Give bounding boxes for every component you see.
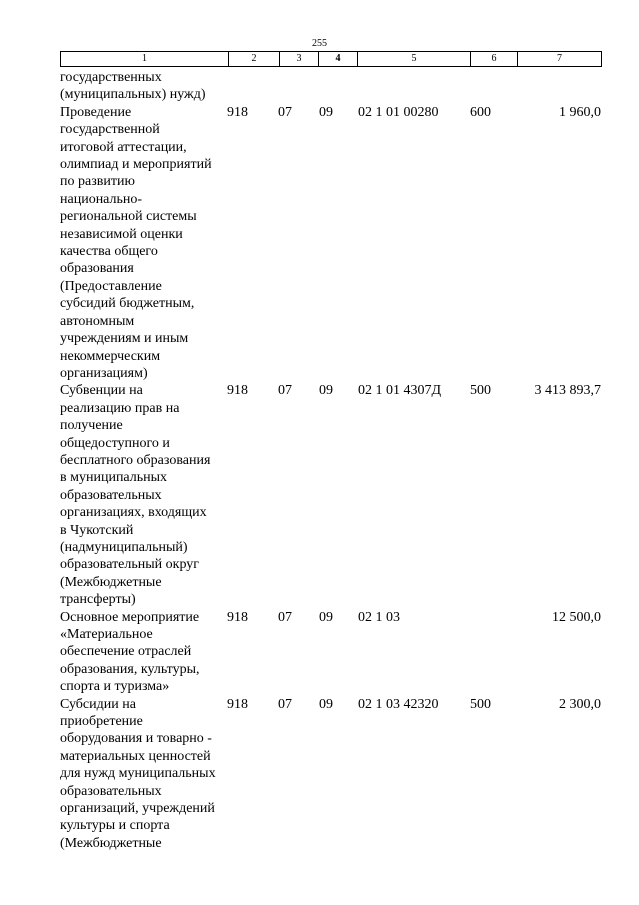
target-article-cell: 02 1 03 — [358, 609, 400, 625]
column-header-7: 7 — [518, 52, 602, 67]
row-name-line: некоммерческим — [60, 348, 161, 364]
row-name-line: культуры и спорта — [60, 818, 170, 834]
row-name — [60, 609, 235, 696]
column-header-5: 5 — [358, 52, 471, 67]
expense-type-cell: 500 — [470, 383, 491, 399]
row-name-line: (муниципальных) нужд) — [60, 87, 206, 103]
row-name-line: независимой оценки — [60, 226, 183, 242]
row-name-line: образовательный округ — [60, 557, 200, 573]
column-header-6: 6 — [471, 52, 518, 67]
subsection-code-cell: 09 — [319, 609, 333, 625]
admin-code-cell: 918 — [227, 383, 248, 399]
row-name-line: качества общего — [60, 244, 158, 260]
target-article-cell: 02 1 03 42320 — [358, 696, 439, 712]
column-header-table — [60, 51, 602, 67]
row-name-line: трансферты) — [60, 592, 136, 608]
row-name-line: материальных ценностей — [60, 748, 211, 764]
row-name-line: организациях, входящих — [60, 505, 207, 521]
row-name-line: реализацию прав на — [60, 400, 180, 416]
row-name-line: обеспечение отраслей — [60, 644, 192, 660]
column-header-2: 2 — [229, 52, 280, 67]
column-header-4: 4 — [319, 52, 358, 67]
row-name-line: образовательных — [60, 487, 162, 503]
row-name-line: национально- — [60, 191, 143, 207]
table-row — [60, 382, 605, 608]
section-code-cell: 07 — [278, 696, 292, 712]
row-name-line: оборудования и товарно - — [60, 731, 212, 747]
row-name-line: олимпиад и мероприятий — [60, 157, 212, 173]
section-code-cell: 07 — [278, 104, 292, 120]
row-name-line: Проведение — [60, 104, 132, 120]
row-name-line: (надмуниципальный) — [60, 539, 188, 555]
section-code-cell: 07 — [278, 383, 292, 399]
target-article-cell: 02 1 01 4307Д — [358, 383, 442, 399]
column-header-1: 1 — [61, 52, 229, 67]
row-name-line: спорта и туризма» — [60, 679, 170, 695]
row-name — [60, 69, 235, 104]
row-name — [60, 382, 235, 608]
table-row — [60, 69, 605, 104]
row-name-line: (Межбюджетные — [60, 835, 162, 851]
row-name-line: приобретение — [60, 714, 143, 730]
row-name-line: общедоступного и — [60, 435, 170, 451]
column-header-row — [61, 52, 602, 67]
column-header-3: 3 — [280, 52, 319, 67]
row-name-line: (Предоставление — [60, 278, 162, 294]
row-name — [60, 696, 235, 853]
row-name-line: организаций, учреждений — [60, 801, 215, 817]
amount-cell: 1 960,0 — [559, 104, 601, 120]
table-row — [60, 609, 605, 696]
table-row — [60, 104, 605, 383]
row-name-line: по развитию — [60, 174, 135, 190]
amount-cell: 12 500,0 — [552, 609, 601, 625]
target-article-cell: 02 1 01 00280 — [358, 104, 439, 120]
row-name-line: бесплатного образования — [60, 452, 211, 468]
row-name-line: «Материальное — [60, 627, 153, 642]
page-number: 255 — [312, 38, 327, 49]
budget-table-body — [60, 69, 605, 852]
row-name-line: государственной — [60, 122, 160, 138]
row-name-line: автономным — [60, 313, 135, 329]
table-row — [60, 696, 605, 853]
row-name-line: региональной системы — [60, 209, 197, 225]
row-name-line: образования, культуры, — [60, 661, 200, 677]
subsection-code-cell: 09 — [319, 104, 333, 120]
row-name-line: Основное мероприятие — [60, 609, 200, 625]
row-name-line: учреждениям и иным — [60, 331, 189, 347]
row-name-line: субсидий бюджетным, — [60, 296, 195, 312]
row-name-line: Субсидии на — [60, 696, 136, 712]
amount-cell: 2 300,0 — [559, 696, 601, 712]
section-code-cell: 07 — [278, 609, 292, 625]
row-name-line: (Межбюджетные — [60, 574, 162, 590]
row-name-line: государственных — [60, 70, 162, 85]
row-name-line: итоговой аттестации, — [60, 139, 187, 155]
subsection-code-cell: 09 — [319, 383, 333, 399]
row-name-line: для нужд муниципальных — [60, 766, 216, 782]
row-name-line: в муниципальных — [60, 470, 168, 486]
admin-code-cell: 918 — [227, 609, 248, 625]
admin-code-cell: 918 — [227, 104, 248, 120]
subsection-code-cell: 09 — [319, 696, 333, 712]
row-name-line: организациям) — [60, 365, 148, 381]
amount-cell: 3 413 893,7 — [534, 383, 601, 399]
admin-code-cell: 918 — [227, 696, 248, 712]
expense-type-cell: 500 — [470, 696, 491, 712]
row-name — [60, 104, 235, 383]
row-name-line: получение — [60, 418, 123, 434]
row-name-line: образовательных — [60, 783, 162, 799]
expense-type-cell: 600 — [470, 104, 491, 120]
row-name-line: образования — [60, 261, 134, 277]
row-name-line: в Чукотский — [60, 522, 134, 538]
row-name-line: Субвенции на — [60, 383, 143, 399]
